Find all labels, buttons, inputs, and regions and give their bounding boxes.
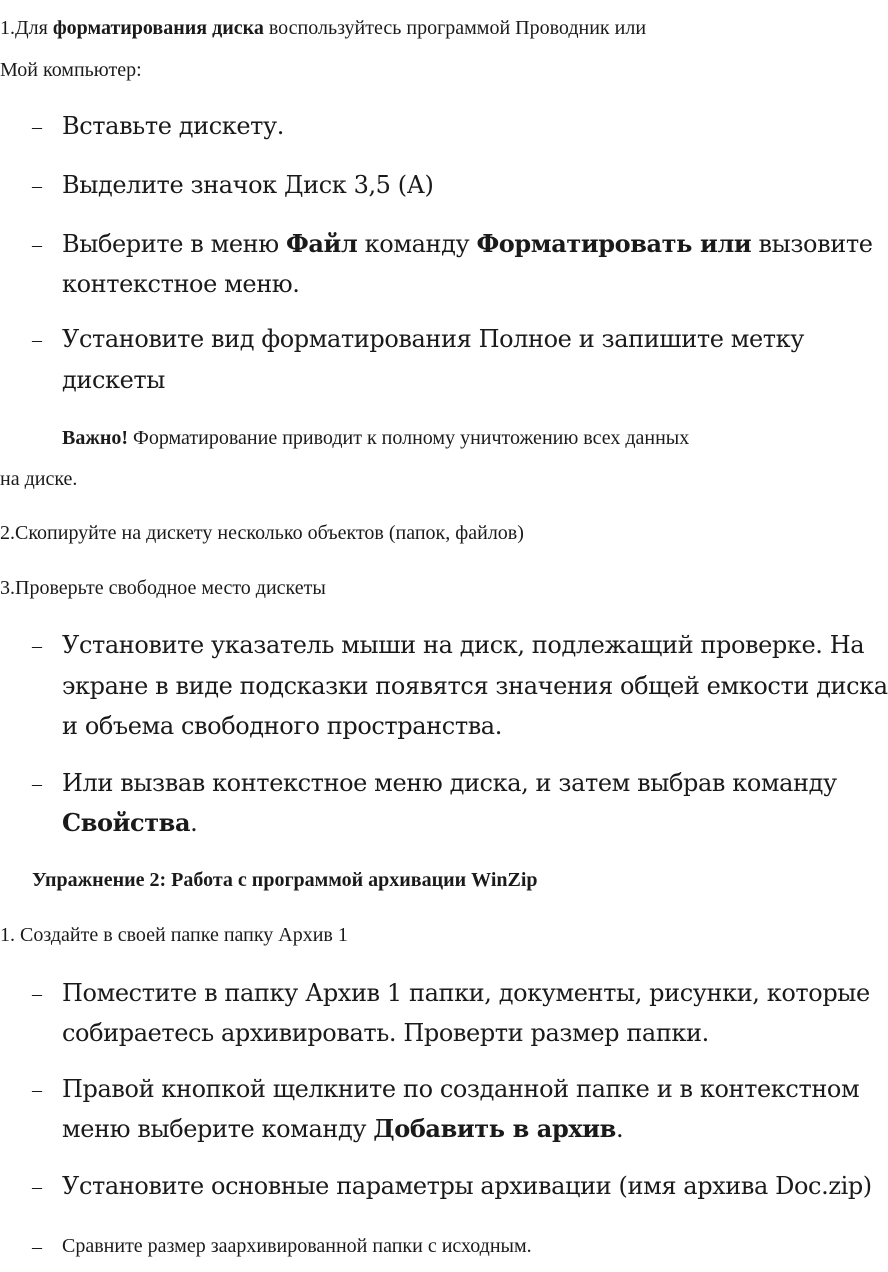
paragraph-2: 2.Скопируйте на дискету несколько объектов (папок, файлов)	[0, 522, 524, 544]
step-insert-disk: Вставьте дискету.	[62, 112, 284, 140]
paragraph-3: 3.Проверьте свободное место дискеты	[0, 577, 326, 599]
p1-number: 1.Для	[0, 17, 53, 39]
dash-bullet: –	[32, 635, 42, 657]
step-context-menu-line-1: Или вызвав контекстное меню диска, и затем выбрав команду	[62, 769, 837, 797]
important-text: Форматирование приводит к полному уничтожению всех данных	[128, 427, 690, 449]
dash-bullet: –	[32, 234, 42, 256]
dash-bullet: –	[32, 175, 42, 197]
step-format-type-line-2: дискеты	[62, 366, 165, 394]
paragraph-1-line-1	[0, 18, 646, 38]
p1-rest: воспользуйтесь программой Проводник или	[263, 17, 647, 39]
dash-bullet: –	[32, 1079, 42, 1101]
step-context-menu-line-2	[62, 808, 198, 837]
exercise-paragraph-1: 1. Создайте в своей папке папку Архив 1	[0, 924, 348, 946]
step-c-bold-format: Форматировать или	[476, 229, 752, 258]
step-pointer-line-1: Установите указатель мыши на диск, подлежащий проверке. На	[62, 631, 865, 659]
step-select-icon: Выделите значок Диск 3,5 (А)	[62, 171, 434, 199]
step-c-text-2: команду	[357, 230, 477, 258]
dash-bullet: –	[32, 329, 42, 351]
step-right-click-line-2	[62, 1114, 624, 1143]
step-choose-menu-line-1	[62, 229, 873, 258]
step-right-click-line-1: Правой кнопкой щелкните по созданной папке и в контекстном	[62, 1075, 860, 1103]
important-label: Важно!	[62, 427, 129, 449]
step-c-bold-file: Файл	[286, 229, 358, 258]
step-c-text-3: вызовите	[751, 230, 873, 258]
step-compare-size: Сравните размер заархивированной папки с исходным.	[62, 1235, 532, 1257]
p1-bold: форматирования диска	[52, 17, 264, 39]
step-c-text-1: Выберите в меню	[62, 230, 286, 258]
dash-bullet: –	[32, 773, 42, 795]
step-right-click-text: меню выберите команду	[62, 1115, 374, 1143]
step-format-type-line-1: Установите вид форматирования Полное и запишите метку	[62, 325, 804, 353]
add-to-archive-dot: .	[615, 1115, 624, 1143]
dash-bullet: –	[32, 1236, 42, 1258]
dash-bullet: –	[32, 983, 42, 1005]
step-place-files-line-2: собираетесь архивировать. Проверти размер папки.	[62, 1019, 709, 1047]
properties-dot: .	[190, 809, 198, 837]
step-archive-params: Установите основные параметры архивации (имя архива Doc.zip)	[62, 1172, 872, 1200]
step-pointer-line-2: экране в виде подсказки появятся значения общей емкости диска	[62, 672, 888, 700]
important-note-line-1	[62, 428, 689, 448]
add-to-archive-bold: Добавить в архив	[373, 1114, 616, 1143]
paragraph-1-line-2: Мой компьютер:	[0, 59, 142, 81]
step-pointer-line-3: и объема свободного пространства.	[62, 712, 502, 740]
exercise-2-heading: Упражнение 2: Работа с программой архивации WinZip	[32, 869, 538, 891]
dash-bullet: –	[32, 116, 42, 138]
dash-bullet: –	[32, 1176, 42, 1198]
important-note-line-2: на диске.	[0, 468, 78, 490]
properties-bold: Свойства	[62, 808, 191, 837]
step-place-files-line-1: Поместите в папку Архив 1 папки, документы, рисунки, которые	[62, 979, 870, 1007]
step-choose-menu-line-2: контекстное меню.	[62, 270, 300, 298]
